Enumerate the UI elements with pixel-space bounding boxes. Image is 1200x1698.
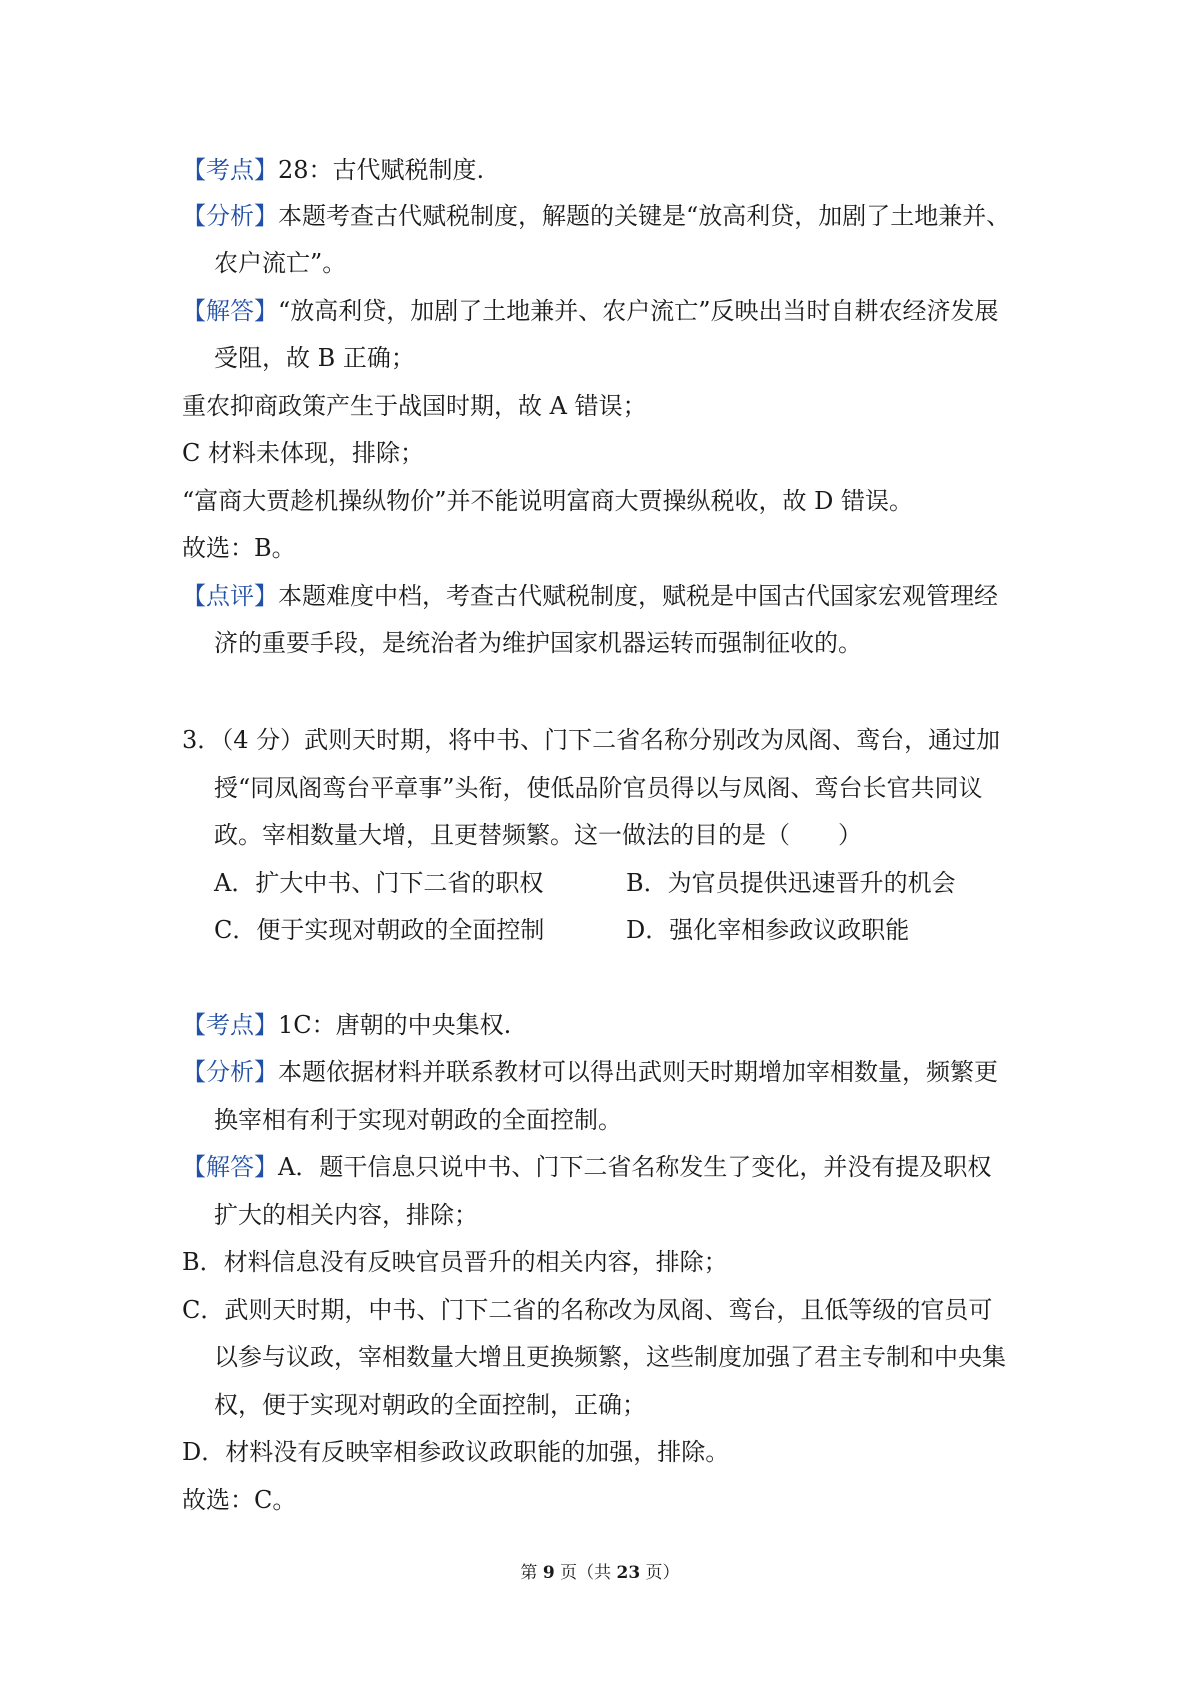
jieda-tag: 【解答】 — [182, 1153, 278, 1181]
jieda-continuation: 受阻，故 B 正确； — [214, 344, 415, 372]
jieda-tag: 【解答】 — [182, 297, 278, 325]
analysis-line: C 材料未体现，排除； — [182, 439, 424, 467]
dianping-text: 本题难度中档，考查古代赋税制度，赋税是中国古代国家宏观管理经 — [278, 582, 998, 610]
analysis-line: 重农抑商政策产生于战国时期，故 A 错误； — [182, 392, 647, 420]
analysis-c-continuation: 权，便于实现对朝政的全面控制，正确； — [214, 1391, 646, 1419]
page-footer — [0, 1561, 1200, 1585]
fenxi-text: 本题考查古代赋税制度，解题的关键是“放高利贷，加剧了土地兼并、 — [278, 202, 1011, 230]
dianping-row — [182, 579, 998, 613]
fenxi-text: 本题依据材料并联系教材可以得出武则天时期增加宰相数量，频繁更 — [278, 1058, 998, 1086]
analysis-line: “富商大贾趁机操纵物价”并不能说明富商大贾操纵税收，故 D 错误。 — [182, 487, 914, 515]
jieda-continuation: 扩大的相关内容，排除； — [214, 1201, 478, 1229]
fenxi-tag: 【分析】 — [182, 202, 278, 230]
kaodian-row-2 — [182, 1008, 511, 1042]
analysis-d: D．材料没有反映宰相参政议政职能的加强，排除。 — [182, 1438, 730, 1466]
page-total: 23 — [616, 1563, 641, 1583]
option-d: D．强化宰相参政议政职能 — [626, 916, 910, 944]
question-stem: 政。宰相数量大增，且更替频繁。这一做法的目的是（ ） — [214, 821, 862, 849]
analysis-c: C．武则天时期，中书、门下二省的名称改为凤阁、鸾台，且低等级的官员可 — [182, 1296, 993, 1324]
jieda-text: A．题干信息只说中书、门下二省名称发生了变化，并没有提及职权 — [278, 1153, 992, 1181]
kaodian-text: 28：古代赋税制度. — [278, 156, 485, 184]
jieda-text: “放高利贷，加剧了土地兼并、农户流亡”反映出当时自耕农经济发展 — [278, 297, 999, 325]
fenxi-row-1 — [182, 199, 1010, 233]
dianping-continuation: 济的重要手段，是统治者为维护国家机器运转而强制征收的。 — [214, 629, 862, 657]
question-stem: 授“同凤阁鸾台平章事”头衔，使低品阶官员得以与凤阁、鸾台长官共同议 — [214, 774, 983, 802]
answer-line: 故选：B。 — [182, 534, 296, 562]
answer-line: 故选：C。 — [182, 1486, 297, 1514]
fenxi-continuation: 换宰相有利于实现对朝政的全面控制。 — [214, 1106, 622, 1134]
option-b: B．为官员提供迅速晋升的机会 — [626, 869, 956, 897]
kaodian-row-1 — [182, 153, 484, 187]
kaodian-tag: 【考点】 — [182, 156, 278, 184]
option-a: A．扩大中书、门下二省的职权 — [214, 869, 544, 897]
fenxi-continuation: 农户流亡”。 — [214, 249, 347, 277]
jieda-row-2 — [182, 1150, 991, 1184]
option-c: C．便于实现对朝政的全面控制 — [214, 916, 545, 944]
dianping-tag: 【点评】 — [182, 582, 278, 610]
page-number: 9 — [542, 1563, 555, 1583]
footer-suffix: 页） — [640, 1563, 680, 1583]
analysis-c-continuation: 以参与议政，宰相数量大增且更换频繁，这些制度加强了君主专制和中央集 — [214, 1343, 1006, 1371]
question-stem: 3．（4 分）武则天时期，将中书、门下二省名称分别改为凤阁、鸾台，通过加 — [182, 726, 1001, 754]
footer-middle: 页（共 — [554, 1563, 617, 1583]
jieda-row-1 — [182, 294, 999, 328]
fenxi-row-2 — [182, 1055, 998, 1089]
analysis-b: B．材料信息没有反映官员晋升的相关内容，排除； — [182, 1248, 728, 1276]
kaodian-tag: 【考点】 — [182, 1011, 278, 1039]
fenxi-tag: 【分析】 — [182, 1058, 278, 1086]
kaodian-text: 1C：唐朝的中央集权. — [278, 1011, 512, 1039]
footer-prefix: 第 — [520, 1563, 543, 1583]
